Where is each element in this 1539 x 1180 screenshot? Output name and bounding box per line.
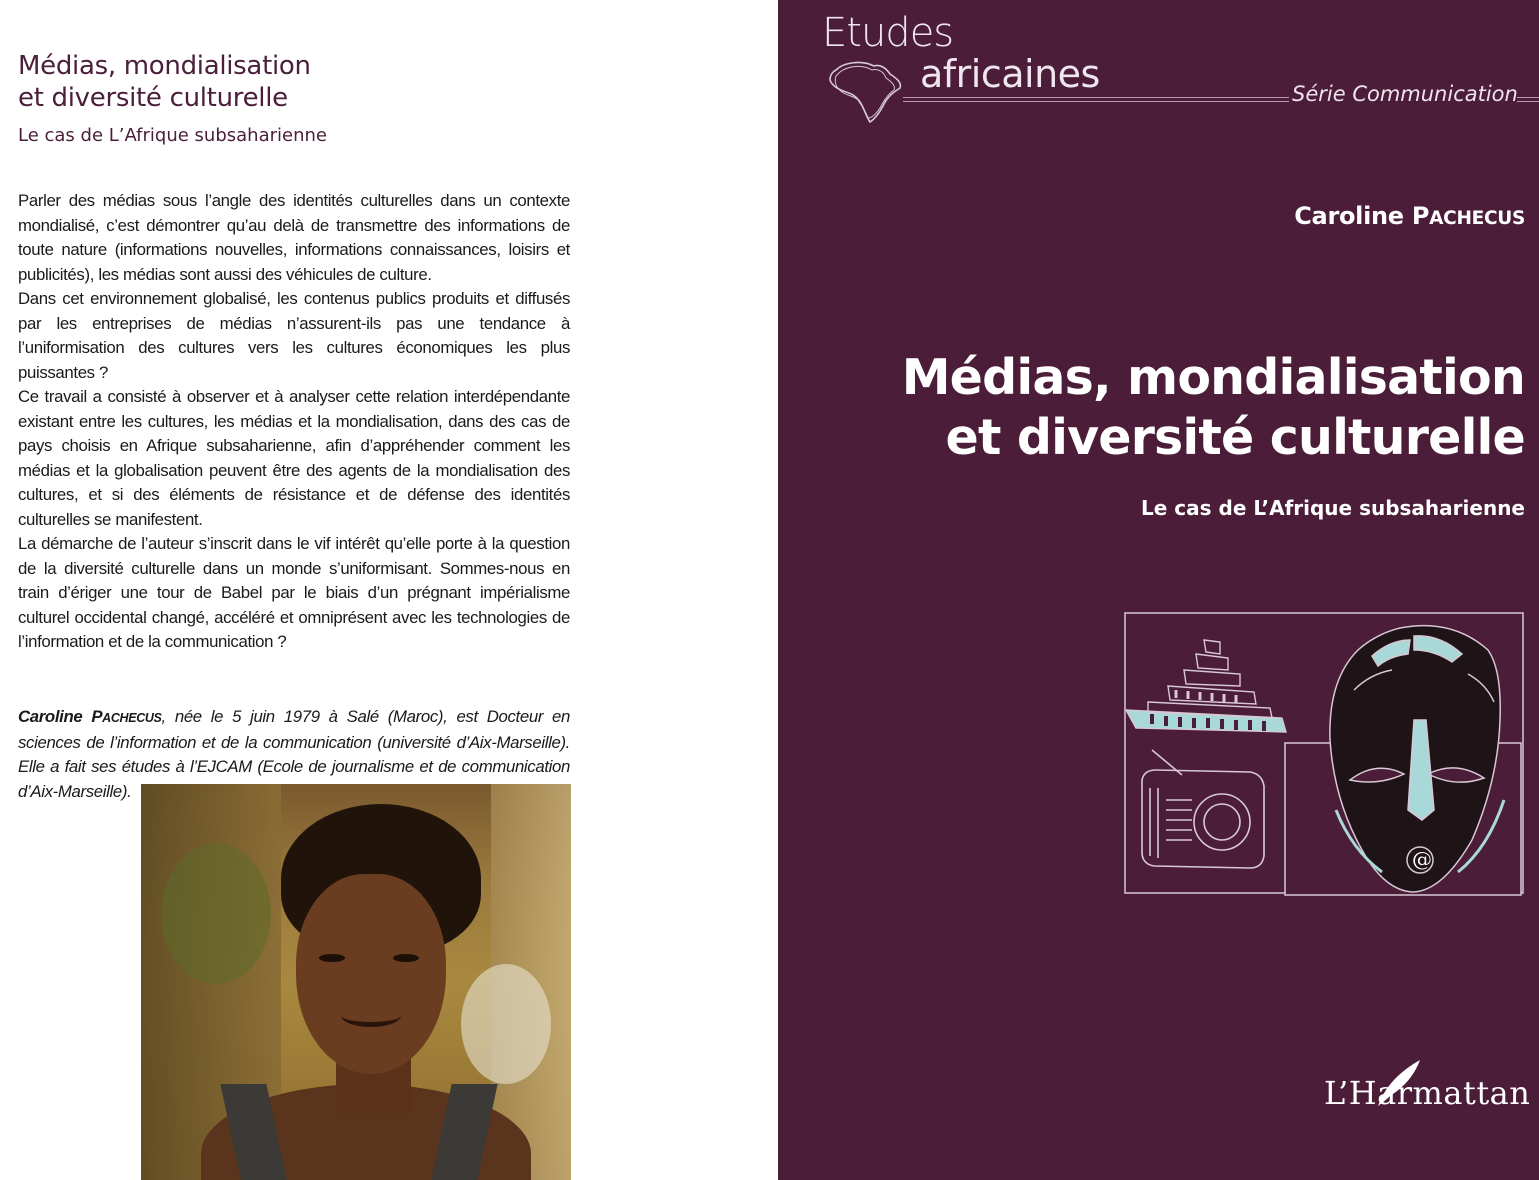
summary-paragraph-2: Dans cet environnement globalisé, les contenus publics produits et diffusés par les entreprises de médias n’assurent-ils pas une tendance à l’uniformisation des cultures vers les cultures économiques les plus puissantes ?	[18, 289, 570, 382]
front-cover-title	[902, 348, 1525, 468]
author-photo	[141, 784, 571, 1180]
back-cover-subtitle: Le cas de L’Afrique subsaharienne	[18, 125, 327, 146]
front-author-first-name: Caroline	[1294, 202, 1404, 230]
front-cover-subtitle: Le cas de L’Afrique subsaharienne	[1141, 496, 1525, 520]
summary-paragraph-3: Ce travail a consisté à observer et à analyser cette relation interdépendante existant entre les cultures, les médias et la mondialisation, dans des cas de pays choisis en Afrique subsaharienne, afin d’appréhender comment les médias et la globalisation peuvent être des agents de la mondialisation des cultures, et si des éléments de résistance et de défense des identités culturelles se manifestent.	[18, 387, 570, 529]
radio-icon	[1142, 750, 1264, 868]
front-author-last-name: PACHECUS	[1411, 202, 1525, 230]
front-title-line-2: et diversité culturelle	[945, 409, 1525, 466]
summary-paragraph-4: La démarche de l’auteur s’inscrit dans le vif intérêt qu’elle porte à la question de la diversité culturelle dans un monde s’uniformisant. Sommes-nous en train d’ériger une tour de Babel par le biais d’un prégnant impérialisme culturel occidental changé, accéléré et omniprésent avec les technologies de l’information et de la communication ?	[18, 534, 570, 651]
series-rule-end	[1517, 97, 1539, 102]
back-title-line-1: Médias, mondialisation	[18, 51, 311, 81]
bio-author-last-name: PACHECUS	[91, 707, 162, 726]
series-rule	[903, 97, 1289, 102]
series-name: Série Communication	[1292, 82, 1518, 106]
babel-tower-icon	[1126, 640, 1286, 732]
series-label-etudes: Etudes	[822, 10, 954, 56]
cover-illustration	[1122, 610, 1527, 900]
summary-paragraph-1: Parler des médias sous l’angle des identités culturelles dans un contexte mondialisé, c’est démontrer qu’au delà de transmettre des informations de toute nature (informations nouvelles, informations connaissances, loisirs et publicités), les médias sont aussi des véhicules de culture.	[18, 191, 570, 284]
bio-text: , née le 5 juin 1979 à Salé (Maroc), est Docteur en sciences de l’information et de la communication (université d’Aix-Marseille). Elle a fait ses études à l’EJCAM (Ecole de journalisme et de communication d’Aix-Marseille).	[18, 707, 571, 801]
front-cover	[778, 0, 1539, 1180]
back-cover-title	[18, 50, 311, 114]
back-title-line-2: et diversité culturelle	[18, 83, 288, 113]
africa-map-icon	[822, 56, 916, 126]
summary-text	[18, 189, 570, 655]
publisher-logo: L’Harmattan	[1324, 1074, 1531, 1112]
bio-author-first-name: Caroline	[18, 707, 83, 726]
front-title-line-1: Médias, mondialisation	[901, 349, 1525, 406]
svg-text:@: @	[1412, 847, 1432, 871]
series-label-africaines: africaines	[920, 52, 1100, 96]
front-author	[1294, 202, 1525, 230]
